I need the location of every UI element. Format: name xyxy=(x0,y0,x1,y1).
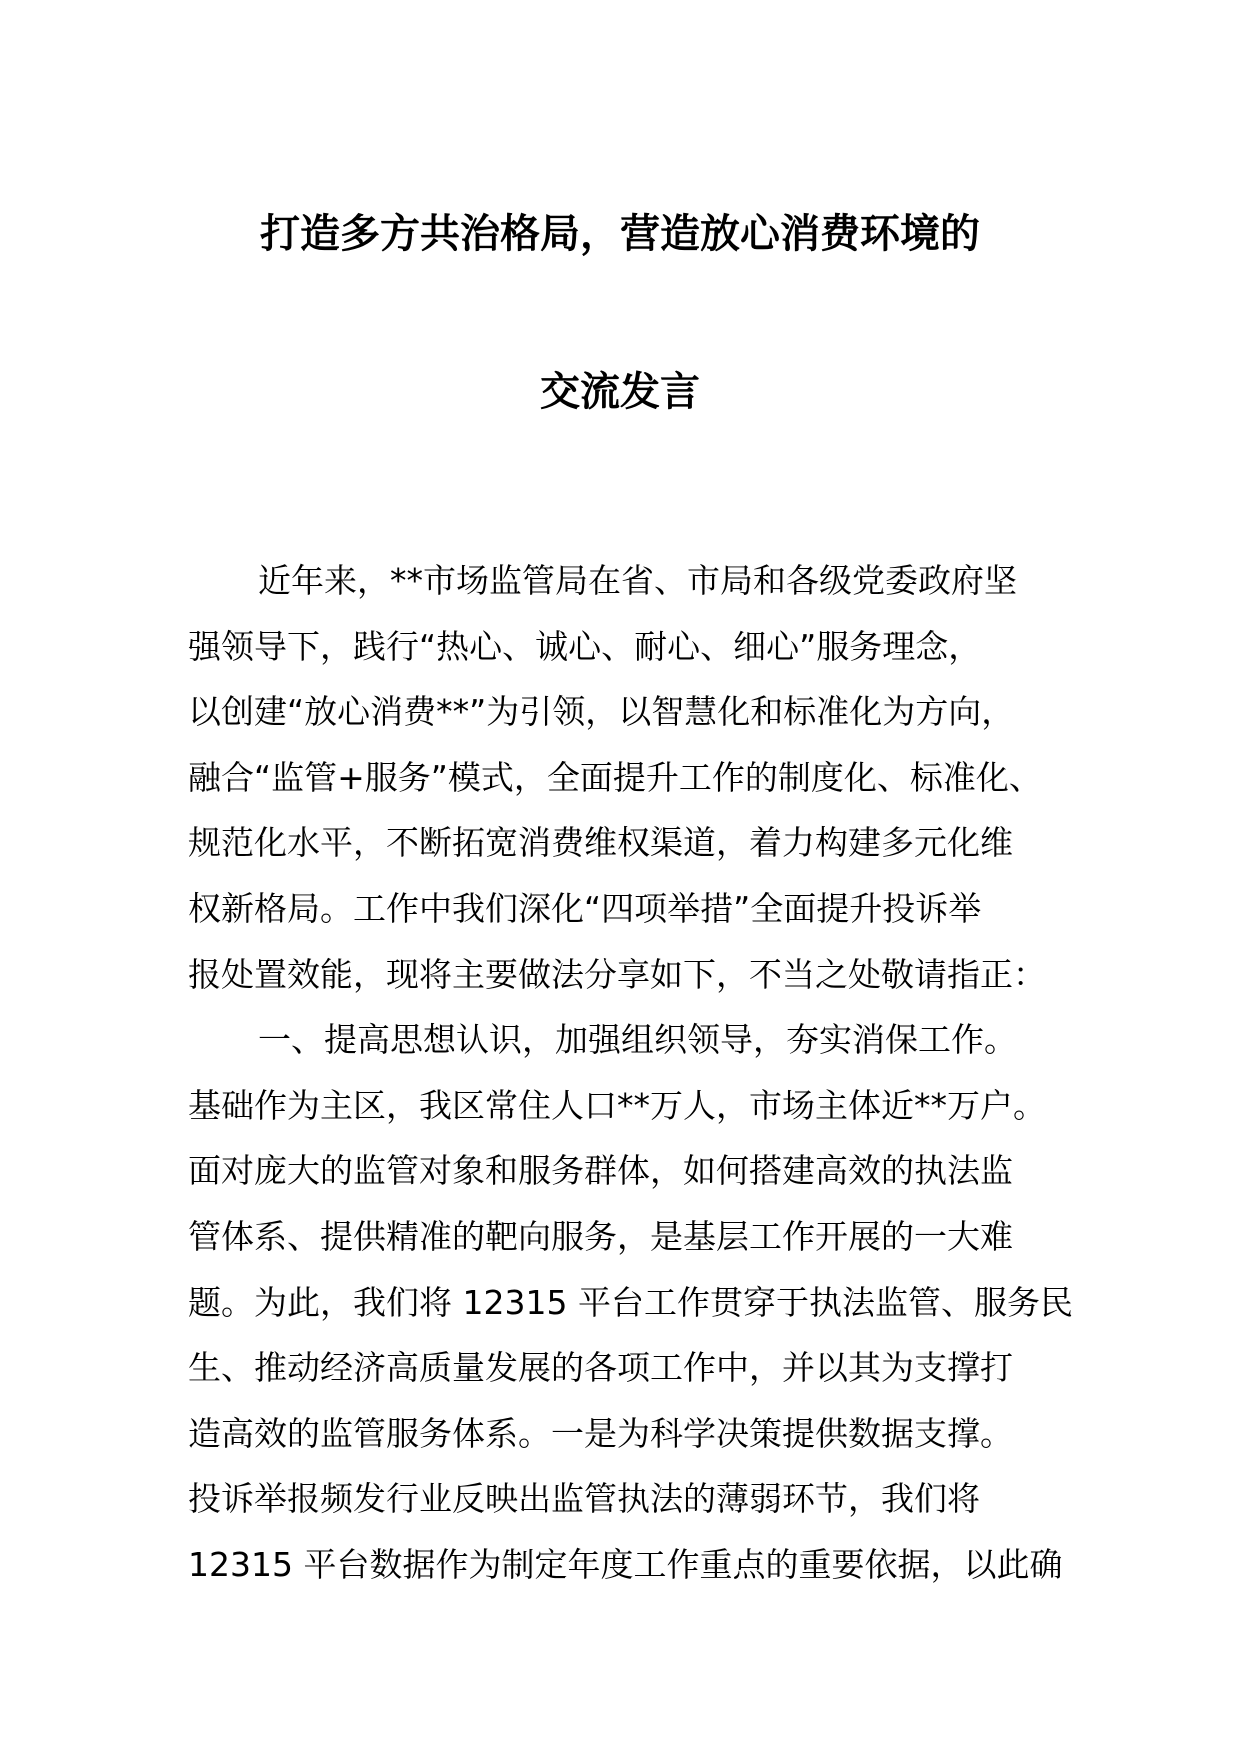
body-line: 强领导下，践行“热心、诚心、耐心、细心”服务理念， xyxy=(188,626,982,666)
document-body xyxy=(188,548,1078,1598)
body-line: 题。为此，我们将 12315 平台工作贯穿于执法监管、服务民 xyxy=(188,1282,1073,1322)
body-line: 生、推动经济高质量发展的各项工作中，并以其为支撑打 xyxy=(188,1348,1013,1388)
body-line: 管体系、提供精准的靶向服务，是基层工作开展的一大难 xyxy=(188,1216,1013,1256)
body-line: 12315 平台数据作为制定年度工作重点的重要依据，以此确 xyxy=(188,1544,1063,1584)
body-line: 投诉举报频发行业反映出监管执法的薄弱环节，我们将 xyxy=(188,1479,980,1519)
body-line: 一、提高思想认识，加强组织领导，夯实消保工作。 xyxy=(258,1020,1017,1060)
body-line: 规范化水平，不断拓宽消费维权渠道，着力构建多元化维 xyxy=(188,823,1013,863)
body-line: 近年来，**市场监管局在省、市局和各级党委政府坚 xyxy=(258,561,1017,600)
body-line: 基础作为主区，我区常住人口**万人，市场主体近**万户。 xyxy=(188,1085,1046,1125)
document-title-line-2: 交流发言 xyxy=(540,369,700,415)
body-line: 融合“监管+服务”模式，全面提升工作的制度化、标准化、 xyxy=(188,757,1042,797)
body-line: 报处置效能，现将主要做法分享如下，不当之处敬请指正： xyxy=(188,954,1046,994)
body-line: 面对庞大的监管对象和服务群体，如何搭建高效的执法监 xyxy=(188,1151,1013,1191)
document-title-line-1: 打造多方共治格局，营造放心消费环境的 xyxy=(260,211,980,257)
body-line: 造高效的监管服务体系。一是为科学决策提供数据支撑。 xyxy=(188,1413,1013,1453)
body-line: 权新格局。工作中我们深化“四项举措”全面提升投诉举 xyxy=(188,888,982,928)
body-line: 以创建“放心消费**”为引领，以智慧化和标准化为方向， xyxy=(188,692,1015,732)
